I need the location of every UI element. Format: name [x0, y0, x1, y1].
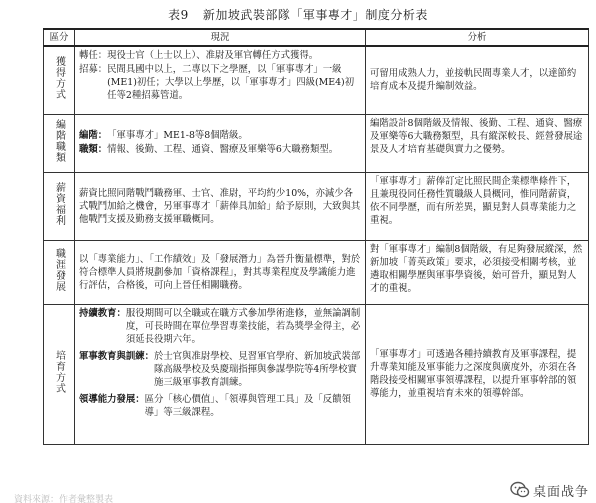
table-row [44, 304, 589, 444]
list-item: 編階： 「軍事專才」ME1-8等8個階級。 [79, 130, 248, 141]
header-category: 區分 [44, 29, 75, 46]
table-row [44, 172, 589, 240]
wechat-bubble-icon [510, 480, 530, 500]
list-item: 職類： 情報、後勤、工程、通資、醫療及軍樂等6大職務類型。 [79, 144, 339, 155]
row-analysis: 「軍事專才」可透過各種持續教育及軍事課程，提升專業知能及軍事能力之深度與廣度外，亦須在各階段接受相關軍事領導課程，以提升軍事幹部的領導能力，並重視培育未來的領導幹部。 [366, 304, 589, 444]
header-current: 現況 [75, 29, 366, 46]
list-item: 招募： 民間具國中以上，二專以下之學歷，以「軍事專才」一級(ME1)初任；大學以上學歷，以「軍事專才」四級(ME4)初任等2種招募管道。 [79, 64, 355, 101]
row-current [75, 114, 366, 172]
table-number: 表9 [168, 8, 189, 22]
watermark [507, 479, 592, 501]
table-caption [0, 6, 596, 23]
row-category: 職涯發展 [44, 240, 75, 304]
table-row [44, 114, 589, 172]
row-analysis: 編階設計8個階級及情報、後勤、工程、通資、醫療及軍樂等6大職務類型，具有縱深較長、經營發展途景及人才培育基礎與實力之優勢。 [366, 114, 589, 172]
table-row [44, 240, 589, 304]
row-analysis: 「軍事專才」薪俸訂定比照民間企業標準條件下，且兼現役同任務性質職級人員概同，惟同階薪資，依不同學歷，而有所差異，顯見對人員專業能力之重視。 [366, 172, 589, 240]
row-analysis: 對「軍事專才」編制8個階級，有足夠發展縱深，然新加坡「菁英政策」要求，必須接受相關考核，並遴取相關學歷與軍事學資後，始可晉升，顯見對人才的重視。 [366, 240, 589, 304]
list-item: 領導能力發展： 區分「核心價值」、「領導與管理工具」及「反饋領導」等三級課程。 [79, 393, 351, 418]
row-current [75, 304, 366, 444]
row-category: 獲得方式 [44, 46, 75, 114]
header-analysis: 分析 [366, 29, 589, 46]
row-current [75, 46, 366, 114]
row-category: 薪資福利 [44, 172, 75, 240]
header-row [44, 29, 589, 46]
analysis-table [43, 28, 589, 445]
row-category: 編階職類 [44, 114, 75, 172]
list-item: 持續教育： 服役期間可以全職或在職方式參加學術進修，並無論調制度，可長時間在單位學習專業技能，若為獎學金得主，必須延長役期六年。 [79, 307, 361, 345]
row-category: 培育方式 [44, 304, 75, 444]
table-row [44, 46, 589, 114]
watermark-text: 桌面战争 [532, 484, 589, 500]
source-note-cutoff: 資料來源：作者彙整製表 [14, 495, 114, 503]
list-item: 轉任： 現役士官（上士以上）、准尉及軍官轉任方式獲得。 [79, 50, 319, 61]
row-analysis: 可留用成熟人力，並接軌民間專業人才，以達節約培育成本及提升編制效益。 [366, 46, 589, 114]
row-current: 以「專業能力」、「工作績效」及「發展潛力」為晉升衡量標準，對於符合標準人員將規劃參加「資格課程」，對其專業程度及學識能力進行評估，合格後，可向上晉任相關職務。 [75, 240, 366, 304]
table-title: 新加坡武裝部隊「軍事專才」制度分析表 [202, 8, 428, 22]
list-item: 軍事教育與訓練： 於士官與准尉學校、見習軍官學府、新加坡武裝部隊高級學校及吳慶瑞指揮與參謀學院等4所學校實施三級軍事教育訓練。 [79, 350, 361, 388]
row-current: 薪資比照同階戰鬥職務軍、士官、准尉，平均約少10%，亦減少各式戰鬥加給之機會，另軍事專才「薪俸具加給」給予原則，大致與其他戰鬥支援及勤務支援軍職概同。 [75, 172, 366, 240]
